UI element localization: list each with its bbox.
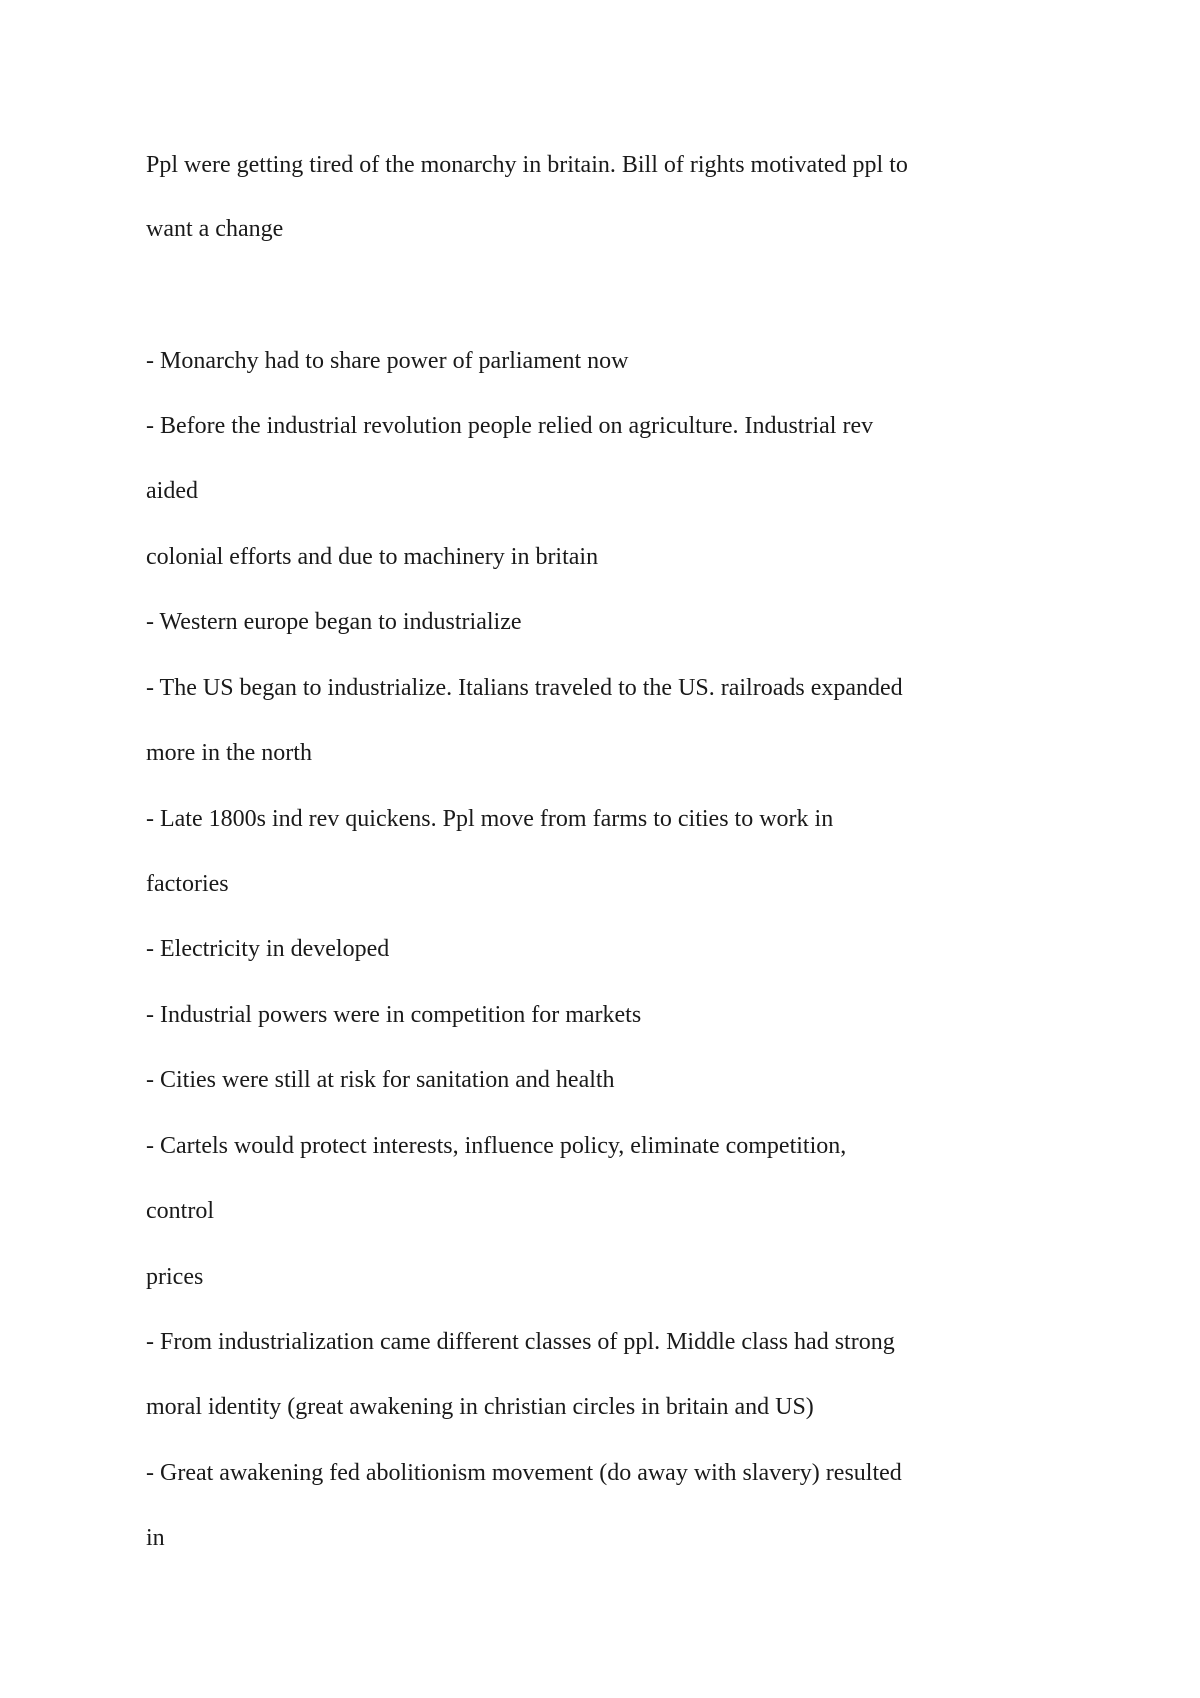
note-line: - Western europe began to industrialize <box>146 609 522 635</box>
note-line: - From industrialization came different classes of ppl. Middle class had strong <box>146 1329 895 1355</box>
note-line: prices <box>146 1264 204 1290</box>
note-line: - Great awakening fed abolitionism movement (do away with slavery) resulted <box>146 1460 902 1486</box>
note-line: more in the north <box>146 740 312 766</box>
note-line: - Cities were still at risk for sanitation and health <box>146 1067 615 1093</box>
intro-line: Ppl were getting tired of the monarchy in britain. Bill of rights motivated ppl to <box>146 152 908 178</box>
note-line: - Late 1800s ind rev quickens. Ppl move from farms to cities to work in <box>146 806 834 832</box>
note-line: - Industrial powers were in competition for markets <box>146 1002 642 1028</box>
note-line: - The US began to industrialize. Italians traveled to the US. railroads expanded <box>146 675 903 701</box>
note-line: control <box>146 1198 214 1224</box>
note-line: - Before the industrial revolution people relied on agriculture. Industrial rev <box>146 413 874 439</box>
note-line: - Electricity in developed <box>146 936 390 962</box>
note-line: in <box>146 1525 165 1551</box>
note-line: colonial efforts and due to machinery in britain <box>146 544 599 570</box>
note-line: - Cartels would protect interests, influence policy, eliminate competition, <box>146 1133 847 1159</box>
note-line: - Monarchy had to share power of parliament now <box>146 348 629 374</box>
note-line: aided <box>146 478 198 504</box>
note-line: moral identity (great awakening in christian circles in britain and US) <box>146 1394 814 1420</box>
intro-line: want a change <box>146 216 284 242</box>
note-line: factories <box>146 871 229 897</box>
